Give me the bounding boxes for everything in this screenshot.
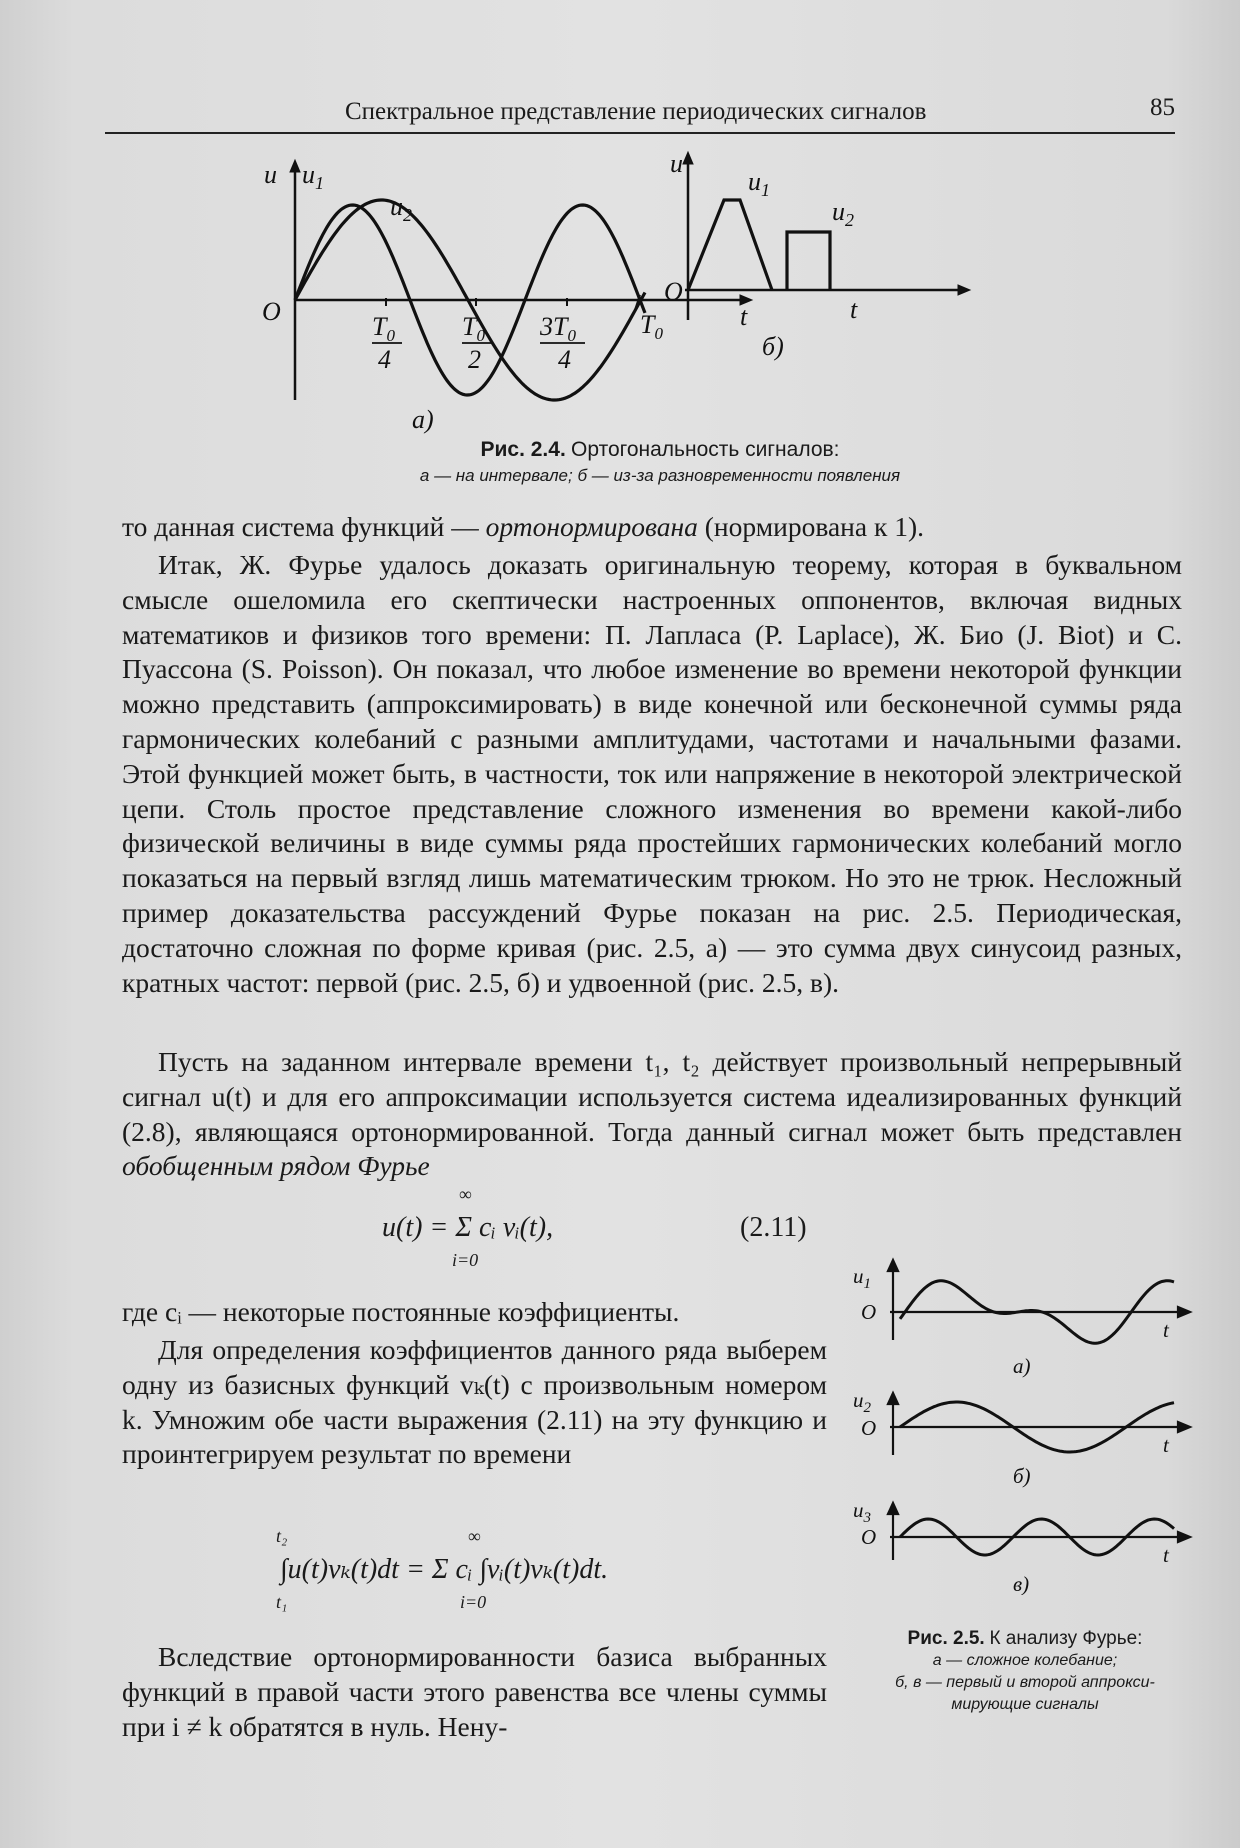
fig24b-axis-t: t — [850, 295, 858, 324]
fig25a-origin: O — [861, 1300, 877, 1324]
figure-2-5 — [845, 1255, 1195, 1595]
fig24b-sublabel: б) — [762, 332, 784, 361]
fig24-b — [683, 152, 970, 320]
fig25c-origin: O — [861, 1525, 877, 1549]
eq1-sum-bottom: i=0 — [452, 1250, 479, 1270]
fig24b-u2-label: $u_2$ — [832, 197, 854, 230]
fig24a-sublabel: а) — [412, 405, 434, 434]
svg-text:T0: $T_0$ — [462, 312, 485, 345]
fig25b-sublabel: б) — [1013, 1464, 1031, 1488]
fig25a-sublabel: а) — [1013, 1354, 1031, 1378]
fig25-caption-label: Рис. 2.5. — [907, 1628, 985, 1649]
fig24a-u2-label: $u_2$ — [390, 192, 412, 225]
fig25c-sublabel: в) — [1013, 1572, 1030, 1595]
figure-2-4 — [240, 150, 1200, 440]
eq2-sum-bottom: i=0 — [460, 1592, 487, 1612]
paragraph-2: Итак, Ж. Фурье удалось доказать оригинальную теорему, которая в буквальном смысле ошеломила его скептически настроенных оппонентов, включая видных математиков и физиков того времени: П. Лапласа (P. Laplace), Ж. Био (J. Biot) и С. Пуассона (S. Poisson). Он показал, что любое изменение во времени некоторой функции можно представить (аппроксимировать) в виде конечной или бесконечной суммы ряда гармонических колебаний с разными амплитудами, частотами и начальными фазами. Этой функцией может быть, в частности, ток или напряжение в некоторой электрической цепи. Столь простое представление сложного изменения во времени какой-либо физической величины в виде суммы ряда простейших гармонических колебаний могло показаться на первый взгляд лишь математическим трюком. Но это не трюк. Несложный пример доказательства рассуждений Фурье показан на рис. 2.5. Периодическая, достаточно сложная по форме кривая (рис. 2.5, а) — это сумма двух синусоид разных, кратных частот: первой (рис. 2.5, б) и удвоенной (рис. 2.5, в). — [122, 549, 1182, 998]
fig24-caption-body: а — на интервале; б — из-за разновременности появления — [419, 466, 901, 485]
header-title: Спектральное представление периодических сигналов — [345, 98, 927, 125]
fig24a-tick-label — [372, 312, 402, 374]
fig25-caption-body-3: мирующие сигналы — [951, 1696, 1099, 1713]
fig24a-t0-label: $T_0$ — [640, 310, 663, 343]
fig25b-axis-t: t — [1163, 1433, 1169, 1457]
fig24a-axis-t: t — [740, 302, 748, 331]
svg-text:3T0: $3T_0$ — [540, 312, 576, 345]
fig24a-axis-u: u — [264, 160, 277, 189]
eq2-sum-top: ∞ — [468, 1526, 481, 1546]
fig24b-u1-triangle — [688, 200, 772, 290]
fig25c-axis-u: $u_3$ — [853, 1498, 871, 1526]
equation-integral: ∫u(t)vₖ(t)dt = Σ cᵢ ∫vᵢ(t)vₖ(t)dt. t₂ t₁ ∞ i=0 — [276, 1526, 609, 1612]
paragraph-3: Пусть на заданном интервале времени t₁, t₂ действует произвольный непрерывный сигнал u(t) и для его аппроксимации используется система идеализированных функций (2.8), являющаяся ортонормированной. Тогда данный сигнал может быть представлен обобщенным рядом Фурье — [122, 1046, 1182, 1182]
fig24a-origin: O — [262, 297, 281, 326]
fig25-caption — [855, 1628, 1195, 1716]
fig25-caption-body-1: а — сложное колебание; — [932, 1652, 1118, 1669]
fig25b-origin: O — [861, 1416, 877, 1440]
equation-2-11-number: (2.11) — [740, 1212, 807, 1243]
eq1-sum-top: ∞ — [459, 1184, 472, 1204]
paragraph-4: где cᵢ — некоторые постоянные коэффициенты. — [122, 1296, 680, 1327]
fig24b-axis-u: u — [670, 150, 683, 178]
fig25a-axis-t: t — [1163, 1318, 1169, 1342]
running-header — [105, 92, 1175, 134]
fig25b-axis-u: $u_2$ — [853, 1388, 871, 1416]
svg-text:2: 2 — [468, 345, 481, 374]
paragraph-1: то данная система функций — ортонормирована (нормирована к 1). — [122, 511, 924, 542]
page-number: 85 — [1150, 94, 1175, 121]
paragraph-6: Вследствие ортонормированности базиса выбранных функций в правой части этого равенства все члены суммы при i ≠ k обратятся в нуль. Нену- — [122, 1641, 827, 1742]
fig24b-u2-rect — [787, 232, 830, 290]
fig25a-axis-u: $u_1$ — [853, 1264, 871, 1292]
fig24a-u1-label: $u_1$ — [302, 160, 324, 193]
fig24b-u1-label: $u_1$ — [748, 167, 770, 200]
fig24-caption-title: Ортогональность сигналов: — [571, 438, 840, 461]
fig24b-origin: O — [664, 277, 683, 306]
svg-text:T0: $T_0$ — [372, 312, 395, 345]
eq2-int-top: t₂ — [276, 1526, 288, 1546]
svg-text:4: 4 — [378, 345, 391, 374]
paragraph-5: Для определения коэффициентов данного ряда выберем одну из базисных функций vₖ(t) с произвольным номером k. Умножим обе части выражения (2.11) на эту функцию и проинтегрируем результат по времени — [122, 1334, 827, 1470]
equation-2-11: u(t) = Σ cᵢ vᵢ(t), ∞ i=0 — [382, 1184, 554, 1270]
eq2-int-bottom: t₁ — [276, 1592, 288, 1612]
fig25-caption-title: К анализу Фурье: — [989, 1628, 1143, 1649]
emphasis-fourier-series: обобщенным рядом Фурье — [122, 1150, 430, 1182]
fig24a-tick-label — [539, 312, 585, 374]
svg-text:4: 4 — [558, 345, 571, 374]
fig25c-axis-t: t — [1163, 1543, 1169, 1567]
fig24a-tick-label — [462, 312, 492, 374]
fig24-caption-label: Рис. 2.4. — [480, 438, 566, 461]
emphasis-orthonormal: ортонормирована — [485, 511, 698, 542]
fig24-caption — [300, 437, 1020, 486]
fig25-caption-body-2: б, в — первый и второй аппрокси- — [895, 1674, 1155, 1691]
